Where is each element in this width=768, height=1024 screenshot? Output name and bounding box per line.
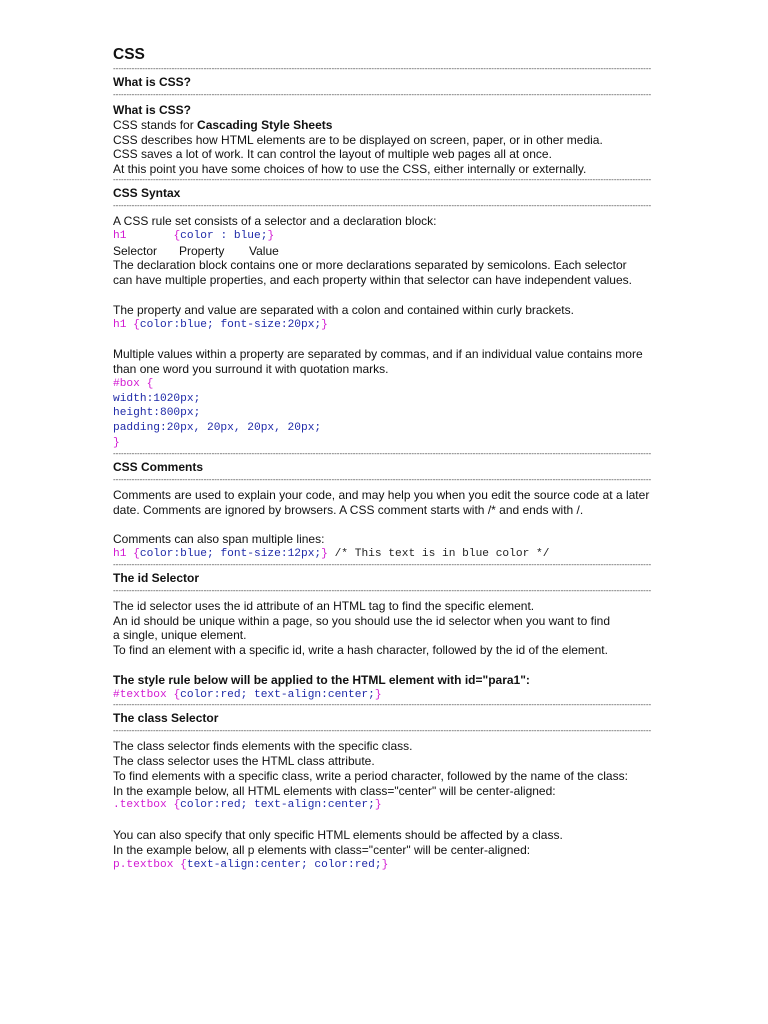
code-brace: { — [133, 547, 140, 560]
divider — [113, 728, 686, 734]
code-line: height:800px; — [113, 407, 201, 420]
divider — [113, 562, 686, 568]
bold-paragraph-line: The style rule below will be applied to the HTML element with id="para1": — [113, 672, 530, 687]
code-line — [113, 318, 686, 333]
paragraph-line: CSS saves a lot of work. It can control the layout of multiple web pages all at once. — [113, 147, 552, 162]
paragraph-line: Comments can also span multiple lines: — [113, 532, 325, 547]
code-brace: } — [374, 688, 382, 701]
document-title: CSS — [113, 46, 145, 63]
paragraph-line: An id should be unique within a page, so you should use the id selector when you want to find — [113, 613, 610, 628]
label-property: Property — [179, 243, 225, 258]
paragraph-line: The class selector finds elements with the specific class. — [113, 739, 413, 754]
code-brace: { — [180, 858, 187, 871]
divider — [113, 66, 686, 72]
code-selector: h1 — [113, 318, 134, 331]
divider — [113, 588, 686, 594]
section-heading-what-is-css: What is CSS? — [113, 75, 192, 89]
code-selector: p.textbox — [113, 858, 181, 871]
code-line — [113, 858, 686, 873]
divider — [113, 702, 686, 708]
bold-text: Cascading Style Sheets — [197, 117, 333, 132]
divider — [113, 92, 686, 98]
code-line: width:1020px; — [113, 392, 201, 405]
code-brace: } — [381, 858, 389, 871]
code-brace: } — [267, 229, 275, 242]
code-line — [113, 229, 686, 244]
code-declaration: text-align:center; color:red; — [186, 858, 382, 871]
label-value: Value — [249, 243, 279, 258]
paragraph-line: The class selector uses the HTML class attribute. — [113, 754, 375, 769]
code-line: padding:20px, 20px, 20px, 20px; — [113, 422, 322, 435]
text: CSS stands for — [113, 117, 198, 132]
code-brace: { — [173, 688, 181, 701]
paragraph-line: than one word you surround it with quotation marks. — [113, 361, 389, 376]
code-brace: { — [133, 318, 140, 331]
divider — [113, 203, 686, 209]
code-selector: h1 — [113, 229, 127, 242]
code-line — [113, 688, 686, 703]
code-brace: { — [173, 229, 181, 242]
paragraph-line: a single, unique element. — [113, 628, 247, 643]
paragraph-line: The id selector uses the id attribute of an HTML tag to find the specific element. — [113, 598, 535, 613]
divider — [113, 451, 686, 457]
code-line: #box { — [113, 377, 154, 390]
paragraph-line: date. Comments are ignored by browsers. A CSS comment starts with /* and ends with /. — [113, 502, 584, 517]
paragraph-line: CSS describes how HTML elements are to be displayed on screen, paper, or in other media. — [113, 132, 603, 147]
section-heading-css-comments: CSS Comments — [113, 459, 204, 474]
code-line — [113, 798, 686, 813]
paragraph-line: To find elements with a specific class, write a period character, followed by the name of the class: — [113, 768, 628, 783]
code-selector: .textbox — [113, 799, 174, 812]
code-selector: #textbox — [113, 688, 174, 701]
code-declaration: color:red; text-align:center; — [180, 688, 375, 701]
code-brace: } — [321, 547, 328, 560]
code-declaration: color:red; text-align:center; — [180, 799, 375, 812]
paragraph-line: The declaration block contains one or more declarations separated by semicolons. Each selector — [113, 258, 627, 273]
paragraph-line: Multiple values within a property are separated by commas, and if an individual value contains more — [113, 347, 643, 362]
paragraph-line: In the example below, all p elements with class="center" will be center-aligned: — [113, 842, 531, 857]
subheading: What is CSS? — [113, 103, 192, 117]
section-heading-class-selector: The class Selector — [113, 711, 219, 726]
paragraph-line: can have multiple properties, and each property within that selector can have independent values. — [113, 273, 632, 288]
code-selector: h1 — [113, 547, 134, 560]
code-comment: /* This text is in blue color */ — [327, 547, 550, 560]
section-heading-css-syntax: CSS Syntax — [113, 185, 181, 200]
document-page — [113, 44, 686, 872]
code-line — [113, 547, 686, 562]
divider — [113, 477, 686, 483]
paragraph-line: You can also specify that only specific HTML elements should be affected by a class. — [113, 828, 563, 843]
syntax-labels — [113, 244, 686, 259]
paragraph-line — [113, 118, 686, 133]
paragraph-line: The property and value are separated with a colon and contained within curly brackets. — [113, 302, 574, 317]
code-declaration: color:blue; font-size:12px; — [139, 547, 322, 560]
code-declaration: color : blue; — [180, 229, 268, 242]
code-declaration: color:blue; font-size:20px; — [139, 318, 322, 331]
paragraph-line: To find an element with a specific id, write a hash character, followed by the id of the element. — [113, 643, 608, 658]
code-brace: } — [374, 799, 382, 812]
divider — [113, 177, 686, 183]
section-heading-id-selector: The id Selector — [113, 570, 200, 585]
paragraph-line: A CSS rule set consists of a selector and a declaration block: — [113, 213, 437, 228]
paragraph-line: Comments are used to explain your code, and may help you when you edit the source code at a later — [113, 487, 650, 502]
paragraph-line: At this point you have some choices of how to use the CSS, either internally or externally. — [113, 162, 587, 177]
code-brace: { — [173, 799, 181, 812]
code-line: } — [113, 436, 120, 449]
label-selector: Selector — [113, 243, 158, 258]
code-brace: } — [321, 318, 328, 331]
paragraph-line: In the example below, all HTML elements with class="center" will be center-aligned: — [113, 783, 556, 798]
